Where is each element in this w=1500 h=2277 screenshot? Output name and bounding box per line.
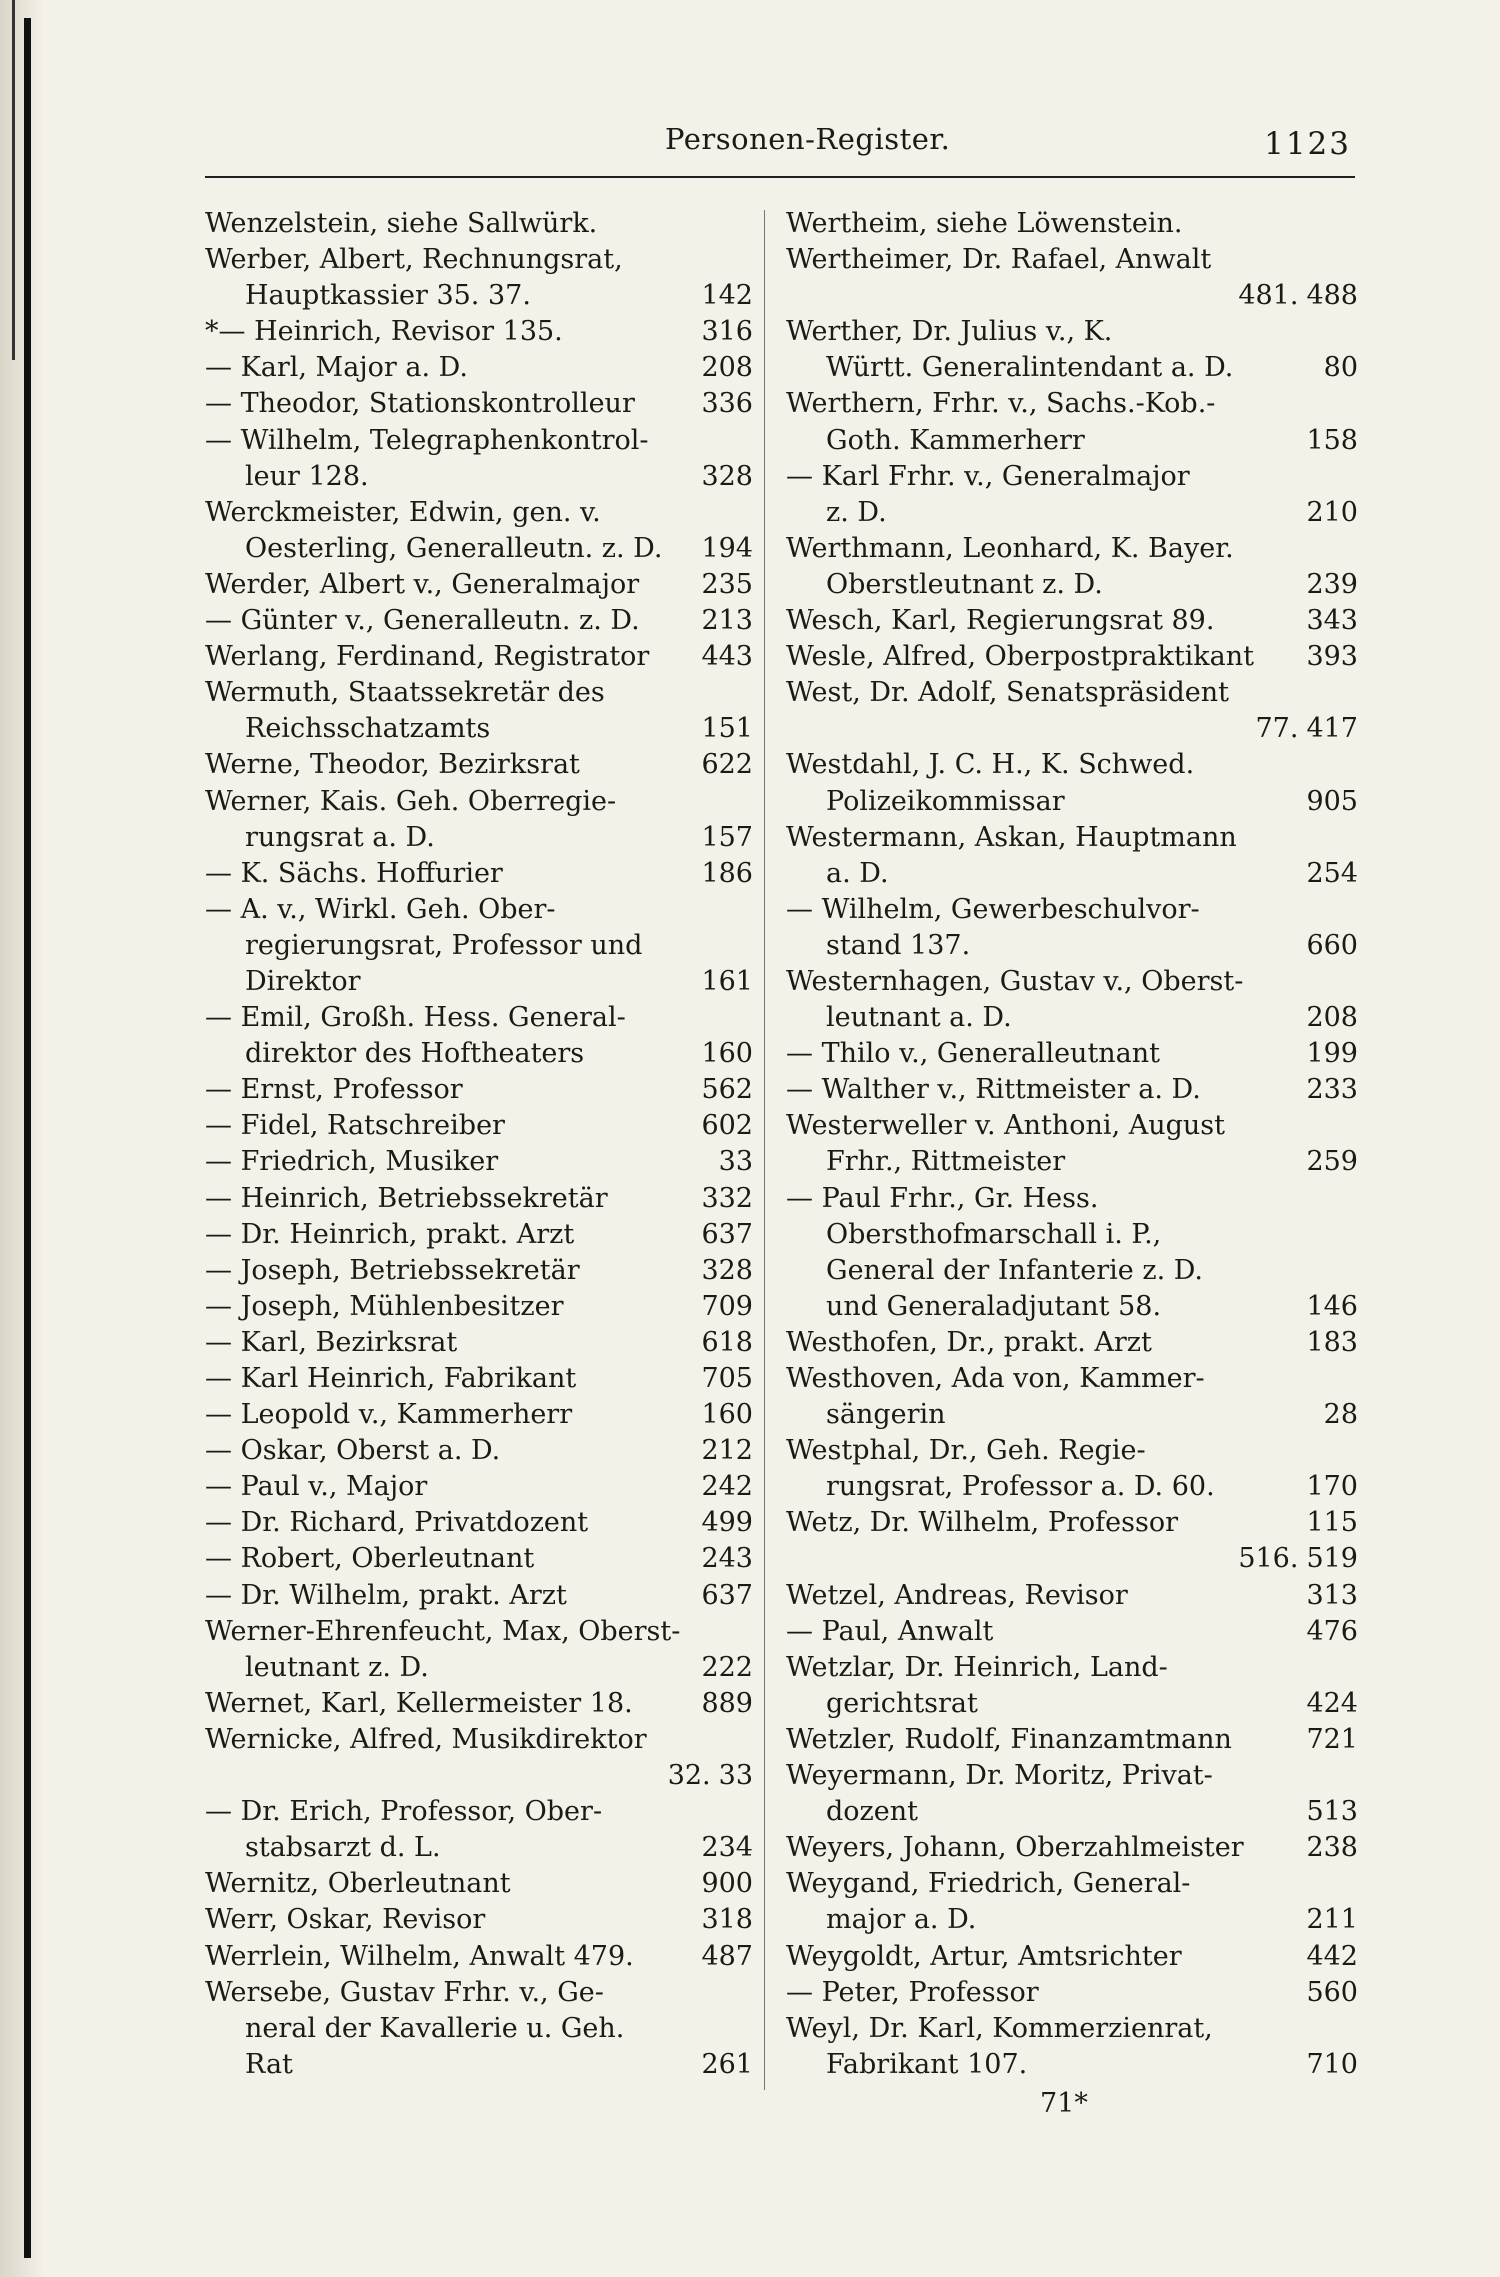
page-reference: 161 (701, 965, 753, 997)
entry-text: Weygand, Friedrich, General- (786, 1868, 1191, 1900)
entry-text: Wertheim, siehe Löwenstein. (786, 208, 1183, 239)
page-reference: 622 (701, 749, 753, 781)
page-reference: 170 (1306, 1471, 1358, 1503)
page-reference: 33 (718, 1760, 753, 1792)
page-reference: 519 (1306, 1543, 1358, 1575)
entry-text: — Peter, Professor (786, 1976, 1039, 2008)
left-column (205, 206, 753, 2083)
entry-text: — Heinrich, Betriebssekretär (205, 1182, 608, 1214)
register-line (205, 1325, 753, 1361)
entry-text: — Dr. Richard, Privatdozent (205, 1507, 589, 1539)
page-reference: 210 (1306, 496, 1358, 528)
register-line (205, 1866, 753, 1902)
entry-text: — Oskar, Oberst a. D. (205, 1435, 501, 1467)
page-reference: 560 (1306, 1976, 1358, 2008)
entry-text: z. D. (826, 496, 887, 528)
register-line (205, 1036, 753, 1072)
register-line (786, 1144, 1358, 1180)
register-line (205, 1072, 753, 1108)
entry-text: — Dr. Heinrich, prakt. Arzt (205, 1218, 575, 1250)
register-line (205, 423, 753, 459)
register-line (786, 1217, 1358, 1253)
entry-text: Wernet, Karl, Kellermeister 18. (205, 1687, 633, 1719)
entry-text: — Paul, Anwalt (786, 1615, 994, 1647)
register-line (205, 856, 753, 892)
page-reference: 328 (701, 460, 753, 492)
register-line (205, 1505, 753, 1541)
entry-text: — Joseph, Betriebssekretär (205, 1254, 580, 1286)
register-line (205, 1578, 753, 1614)
register-line (205, 1253, 753, 1289)
register-line (205, 1758, 753, 1794)
register-line (205, 1686, 753, 1722)
register-line (205, 711, 753, 747)
entry-text: — Karl, Major a. D. (205, 352, 468, 384)
book-spine-edge (24, 18, 31, 2258)
register-line (786, 531, 1358, 567)
signature-mark: 71* (1040, 2088, 1088, 2119)
page-reference: 513 (1306, 1796, 1358, 1828)
entry-text: Werr, Oskar, Revisor (205, 1904, 486, 1936)
entry-text: Polizeikommissar (826, 785, 1065, 817)
register-line (205, 1541, 753, 1577)
register-line (786, 747, 1358, 783)
entry-text: leutnant z. D. (245, 1651, 429, 1683)
page-reference: 234 (701, 1832, 753, 1864)
page-reference: 618 (701, 1326, 753, 1358)
register-line (786, 711, 1358, 747)
entry-text: — Wilhelm, Telegraphenkontrol- (205, 424, 649, 456)
entry-text: Wetzlar, Dr. Heinrich, Land- (786, 1651, 1168, 1683)
entry-text: — Friedrich, Musiker (205, 1146, 499, 1178)
header-rule (205, 176, 1355, 178)
register-line (205, 928, 753, 964)
page-reference: 160 (701, 1038, 753, 1070)
page-reference: 233 (1306, 1074, 1358, 1106)
register-line (205, 784, 753, 820)
page-reference: 146 (1306, 1290, 1358, 1322)
register-line (786, 639, 1358, 675)
register-line (786, 2047, 1358, 2083)
page-reference: 318 (701, 1904, 753, 1936)
entry-text: Werther, Dr. Julius v., K. (786, 316, 1113, 348)
entry-text: — Paul v., Major (205, 1471, 428, 1503)
register-line (205, 1397, 753, 1433)
entry-text: Werner, Kais. Geh. Oberregie- (205, 785, 617, 817)
entry-text: — A. v., Wirkl. Geh. Ober- (205, 893, 556, 925)
page-number: 1123 (1264, 126, 1351, 162)
entry-text: Werber, Albert, Rechnungsrat, (205, 244, 623, 276)
register-line (786, 567, 1358, 603)
page-reference: 151 (701, 713, 753, 745)
entry-text: — Joseph, Mühlenbesitzer (205, 1290, 564, 1322)
page-reference: 186 (701, 857, 753, 889)
register-line (786, 1253, 1358, 1289)
page-reference: 208 (701, 352, 753, 384)
page-reference: 476 (1306, 1615, 1358, 1647)
entry-text: sängerin (826, 1399, 946, 1431)
entry-text: — Karl Heinrich, Fabrikant (205, 1363, 577, 1394)
entry-text: — Paul Frhr., Gr. Hess. (786, 1182, 1099, 1214)
register-line (786, 495, 1358, 531)
register-line (786, 1578, 1358, 1614)
entry-text: Weyers, Johann, Oberzahlmeister (786, 1832, 1244, 1864)
running-title: Personen-Register. (665, 122, 951, 156)
register-line (205, 386, 753, 422)
book-spine-edge-thin (12, 0, 15, 360)
register-line (786, 1758, 1358, 1794)
register-line (205, 1902, 753, 1938)
page-reference: 243 (701, 1543, 753, 1575)
register-line (786, 1614, 1358, 1650)
entry-text: — Walther v., Rittmeister a. D. (786, 1074, 1201, 1106)
entry-text: direktor des Hoftheaters (245, 1038, 585, 1070)
register-line (205, 603, 753, 639)
register-line (205, 459, 753, 495)
register-line (205, 747, 753, 783)
book-binding-shadow (0, 0, 44, 2277)
entry-text: gerichtsrat (826, 1687, 978, 1719)
entry-text: Wetz, Dr. Wilhelm, Professor (786, 1507, 1179, 1539)
register-line (205, 1650, 753, 1686)
register-line (786, 964, 1358, 1000)
register-line (205, 1614, 753, 1650)
page-reference: 208 (1306, 1002, 1358, 1034)
entry-text: — Theodor, Stationskontrolleur (205, 388, 635, 420)
entry-text: Hauptkassier 35. 37. (245, 280, 531, 312)
entry-text: rungsrat, Professor a. D. 60. (826, 1471, 1215, 1503)
entry-text: — Leopold v., Kammerherr (205, 1399, 573, 1431)
page-reference: 158 (1306, 424, 1358, 456)
page-reference: 336 (701, 388, 753, 420)
register-line (205, 350, 753, 386)
entry-text: Wetzler, Rudolf, Finanzamtmann (786, 1723, 1232, 1755)
register-line (786, 1505, 1358, 1541)
register-line (205, 2047, 753, 2083)
register-line (205, 1361, 753, 1397)
register-line (205, 820, 753, 856)
entry-text: Oberstleutnant z. D. (826, 568, 1103, 600)
entry-text: — Fidel, Ratschreiber (205, 1110, 505, 1142)
page-reference: 393 (1306, 641, 1358, 673)
register-line (205, 1975, 753, 2011)
register-line (205, 242, 753, 278)
entry-text: und Generaladjutant 58. (826, 1290, 1162, 1322)
entry-text: *— Heinrich, Revisor 135. (205, 316, 563, 348)
entry-text: Westerweller v. Anthoni, August (786, 1110, 1226, 1142)
entry-text: 32. (667, 1760, 711, 1792)
page-reference: 637 (701, 1218, 753, 1250)
register-line (205, 206, 753, 242)
entry-text: Goth. Kammerherr (826, 424, 1085, 456)
register-line (786, 892, 1358, 928)
register-line (786, 2011, 1358, 2047)
page-reference: 316 (701, 316, 753, 348)
register-line (786, 1108, 1358, 1144)
register-line (205, 567, 753, 603)
page-reference: 721 (1306, 1723, 1358, 1755)
entry-text: — Robert, Oberleutnant (205, 1543, 535, 1575)
register-line (205, 2011, 753, 2047)
page-reference: 115 (1306, 1507, 1358, 1539)
page-reference: 212 (701, 1435, 753, 1467)
page-reference: 142 (701, 280, 753, 312)
register-line (786, 242, 1358, 278)
entry-text: regierungsrat, Professor und (245, 929, 643, 961)
entry-text: — Emil, Großh. Hess. General- (205, 1002, 626, 1034)
register-line (205, 495, 753, 531)
right-column (786, 206, 1358, 2083)
page-reference: 343 (1306, 605, 1358, 637)
entry-text: — Ernst, Professor (205, 1074, 463, 1106)
entry-text: Werder, Albert v., Generalmajor (205, 568, 640, 600)
page-reference: 328 (701, 1254, 753, 1286)
register-line (786, 1036, 1358, 1072)
register-line (786, 1650, 1358, 1686)
entry-text: a. D. (826, 857, 889, 889)
page-reference: 424 (1306, 1687, 1358, 1719)
register-line (205, 964, 753, 1000)
page-reference: 213 (701, 605, 753, 637)
entry-text: Werne, Theodor, Bezirksrat (205, 749, 580, 781)
register-line (786, 1433, 1358, 1469)
register-line (786, 350, 1358, 386)
entry-text: Fabrikant 107. (826, 2048, 1028, 2080)
register-line (786, 1541, 1358, 1577)
page-reference: 222 (701, 1651, 753, 1683)
register-line (786, 1939, 1358, 1975)
entry-text: West, Dr. Adolf, Senatspräsident (786, 677, 1229, 709)
page-reference: 28 (1323, 1399, 1358, 1431)
entry-text: Reichsschatzamts (245, 713, 491, 745)
entry-text: — Dr. Wilhelm, prakt. Arzt (205, 1579, 567, 1611)
register-line (786, 1361, 1358, 1397)
register-line (786, 314, 1358, 350)
entry-text: — Günter v., Generalleutn. z. D. (205, 605, 640, 637)
page-reference: 239 (1306, 568, 1358, 600)
entry-text: rungsrat a. D. (245, 821, 435, 853)
entry-text: stabsarzt d. L. (245, 1832, 441, 1864)
register-line (205, 1722, 753, 1758)
entry-text: 481. (1238, 280, 1299, 312)
register-line (786, 1181, 1358, 1217)
register-line (786, 1289, 1358, 1325)
entry-text: Westhofen, Dr., prakt. Arzt (786, 1326, 1152, 1358)
page-reference: 80 (1323, 352, 1358, 384)
entry-text: Wetzel, Andreas, Revisor (786, 1579, 1128, 1611)
register-line (205, 1144, 753, 1180)
entry-text: Wenzelstein, siehe Sallwürk. (205, 208, 598, 239)
register-line (205, 892, 753, 928)
register-line (786, 675, 1358, 711)
entry-text: — Karl, Bezirksrat (205, 1326, 458, 1358)
register-line (786, 1902, 1358, 1938)
page-reference: 488 (1306, 280, 1358, 312)
page-reference: 905 (1306, 785, 1358, 817)
register-line (205, 639, 753, 675)
entry-text: Wermuth, Staatssekretär des (205, 677, 605, 709)
page-reference: 259 (1306, 1146, 1358, 1178)
entry-text: — Karl Frhr. v., Generalmajor (786, 460, 1190, 492)
entry-text: Werrlein, Wilhelm, Anwalt 479. (205, 1940, 634, 1972)
register-line (786, 820, 1358, 856)
register-line (786, 1794, 1358, 1830)
page-reference: 211 (1306, 1904, 1358, 1936)
register-line (205, 1108, 753, 1144)
entry-text: — Wilhelm, Gewerbeschulvor- (786, 893, 1200, 925)
register-line (786, 784, 1358, 820)
page-reference: 710 (1306, 2048, 1358, 2080)
register-line (205, 1939, 753, 1975)
entry-text: Wesch, Karl, Regierungsrat 89. (786, 605, 1215, 637)
entry-text: Frhr., Rittmeister (826, 1146, 1066, 1178)
register-line (786, 856, 1358, 892)
register-line (205, 1181, 753, 1217)
entry-text: Westphal, Dr., Geh. Regie- (786, 1435, 1146, 1467)
register-line (205, 1289, 753, 1325)
entry-text: Werckmeister, Edwin, gen. v. (205, 496, 601, 528)
page-reference: 254 (1306, 857, 1358, 889)
page-reference: 889 (701, 1687, 753, 1719)
page-reference: 235 (701, 568, 753, 600)
page-reference: 199 (1306, 1038, 1358, 1070)
entry-text: — Dr. Erich, Professor, Ober- (205, 1796, 603, 1828)
entry-text: dozent (826, 1796, 918, 1828)
register-line (205, 531, 753, 567)
entry-text: Weygoldt, Artur, Amtsrichter (786, 1940, 1182, 1972)
page-reference: 487 (701, 1940, 753, 1972)
entry-text: — K. Sächs. Hoffurier (205, 857, 503, 889)
entry-text: Wersebe, Gustav Frhr. v., Ge- (205, 1976, 604, 2008)
entry-text: neral der Kavallerie u. Geh. (245, 2012, 625, 2044)
page-reference: 157 (701, 821, 753, 853)
register-line (786, 928, 1358, 964)
page-reference: 562 (701, 1074, 753, 1106)
entry-text: major a. D. (826, 1904, 977, 1936)
entry-text: Württ. Generalintendant a. D. (826, 352, 1234, 384)
entry-text: Westdahl, J. C. H., K. Schwed. (786, 749, 1195, 781)
register-line (205, 1433, 753, 1469)
register-line (205, 314, 753, 350)
entry-text: Oesterling, Generalleutn. z. D. (245, 532, 663, 564)
entry-text: Wesle, Alfred, Oberpostpraktikant (786, 641, 1255, 673)
page-reference: 332 (701, 1182, 753, 1214)
entry-text: Wernicke, Alfred, Musikdirektor (205, 1723, 647, 1755)
entry-text: Werthmann, Leonhard, K. Bayer. (786, 532, 1234, 564)
page-reference: 33 (718, 1146, 753, 1178)
register-line (786, 1866, 1358, 1902)
entry-text: Rat (245, 2048, 293, 2080)
page-reference: 194 (701, 532, 753, 564)
register-line (786, 278, 1358, 314)
entry-text: 77. (1255, 713, 1299, 745)
register-line (205, 278, 753, 314)
entry-text: Direktor (245, 965, 361, 997)
register-line (786, 459, 1358, 495)
entry-text: Werner-Ehrenfeucht, Max, Oberst- (205, 1615, 681, 1647)
register-line (786, 1469, 1358, 1505)
column-divider (764, 210, 765, 2090)
entry-text: Wernitz, Oberleutnant (205, 1868, 511, 1900)
register-line (786, 1830, 1358, 1866)
entry-text: leur 128. (245, 460, 369, 492)
register-line (786, 1686, 1358, 1722)
register-line (786, 1325, 1358, 1361)
entry-text: Westernhagen, Gustav v., Oberst- (786, 965, 1244, 997)
page-reference: 705 (701, 1363, 753, 1394)
entry-text: Werthern, Frhr. v., Sachs.-Kob.- (786, 388, 1216, 420)
page-reference: 238 (1306, 1832, 1358, 1864)
entry-text: stand 137. (826, 929, 971, 961)
page-header (205, 118, 1355, 178)
entry-text: Obersthofmarschall i. P., (826, 1218, 1162, 1250)
page-reference: 183 (1306, 1326, 1358, 1358)
entry-text: Weyl, Dr. Karl, Kommerzienrat, (786, 2012, 1213, 2044)
page-reference: 242 (701, 1471, 753, 1503)
register-line (786, 423, 1358, 459)
page-reference: 637 (701, 1579, 753, 1611)
register-line (205, 1830, 753, 1866)
entry-text: Westermann, Askan, Hauptmann (786, 821, 1237, 853)
page-reference: 709 (701, 1290, 753, 1322)
register-line (205, 675, 753, 711)
register-line (786, 1722, 1358, 1758)
page-reference: 900 (701, 1868, 753, 1900)
register-line (205, 1794, 753, 1830)
page-reference: 261 (701, 2048, 753, 2080)
entry-text: Westhoven, Ada von, Kammer- (786, 1363, 1205, 1394)
entry-text: General der Infanterie z. D. (826, 1254, 1204, 1286)
register-line (786, 386, 1358, 422)
entry-text: Werlang, Ferdinand, Registrator (205, 641, 650, 673)
entry-text: — Thilo v., Generalleutnant (786, 1038, 1161, 1070)
page-reference: 313 (1306, 1579, 1358, 1611)
register-line (786, 1000, 1358, 1036)
page-reference: 443 (701, 641, 753, 673)
register-line (205, 1469, 753, 1505)
register-line (205, 1000, 753, 1036)
page-reference: 602 (701, 1110, 753, 1142)
page-reference: 499 (701, 1507, 753, 1539)
page-reference: 660 (1306, 929, 1358, 961)
register-line (786, 1397, 1358, 1433)
register-line (786, 1072, 1358, 1108)
entry-text: Wertheimer, Dr. Rafael, Anwalt (786, 244, 1212, 276)
page-reference: 442 (1306, 1940, 1358, 1972)
register-line (786, 1975, 1358, 2011)
entry-text: leutnant a. D. (826, 1002, 1012, 1034)
page-reference: 417 (1306, 713, 1358, 745)
entry-text: Weyermann, Dr. Moritz, Privat- (786, 1760, 1213, 1792)
register-line (786, 206, 1358, 242)
entry-text: 516. (1238, 1543, 1299, 1575)
page-reference: 160 (701, 1399, 753, 1431)
register-line (205, 1217, 753, 1253)
register-line (786, 603, 1358, 639)
